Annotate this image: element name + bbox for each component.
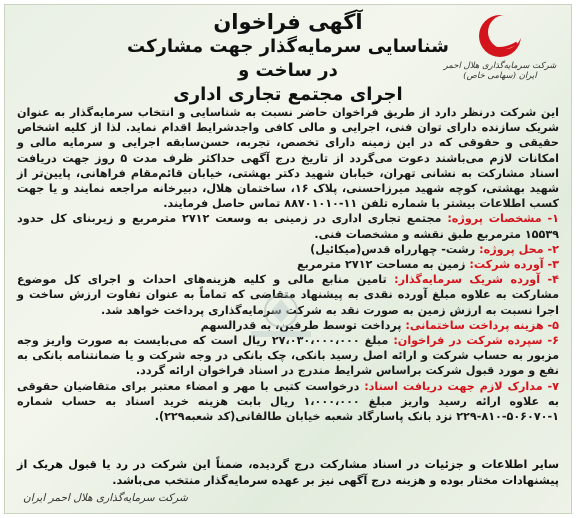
list-item [17,257,559,272]
item-label: ۷- مدارک لازم جهت دریافت اسناد: [364,379,559,393]
item-text: مجتمع تجاری اداری در زمینی به وسعت ۲۷۱۲ مترمربع و زیربنای کل حدود ۱۵۵۳۹ مترمربع طبق نقشه و مشخصات فنی. [17,212,559,241]
item-label: ۴- آورده شریک سرمایه‌گذار: [394,273,559,287]
red-crescent-icon [477,13,523,59]
closing-paragraph [17,457,559,489]
item-label: ۲- محل پروژه: [479,242,559,256]
item-text: درخواست کتبی با مهر و امضاء معتبر برای متقاضیان حقوقی به علاوه ارائه رسید واریز مبلغ ۱،۰۰۰،۰۰۰ ریال بابت هزینه خرید اسناد به حساب شماره ۱-۵۰۶۰۷۰-۸۱۰-۲۲۹ نزد بانک پاسارگاد شعبه خیابان طالقانی(کد شعبه۲۲۹). [17,379,559,424]
company-logo [441,11,559,97]
item-label: ۵- هزینه پرداخت ساختمانی: [405,318,559,332]
logo-text: شرکت سرمایه‌گذاری هلال احمر ایران (سهامی خاص) [443,61,557,81]
item-label: ۶- سپرده شرکت در فراخوان: [393,334,559,348]
list-item [17,211,559,241]
subtitle-line-1: شناسایی سرمایه‌گذار جهت مشارکت در ساخت و [127,36,449,81]
notice-body [17,105,559,424]
list-item [17,242,559,257]
subtitle-line-2: اجرای مجتمع تجاری اداری [173,84,403,105]
item-text: رشت- چهارراه قدس(میکائیل) [310,242,476,256]
notice-sheet [4,4,572,514]
item-text: زمین به مساحت ۲۷۱۲ مترمربع [296,258,466,272]
item-text: مبلغ ۲۷،۰۳۰،۰۰۰،۰۰۰ ریال است که می‌بایست به صورت واریز وجه مزبور به حساب شرکت و ارائه اصل رسید بانکی، چک بانکی در وجه شرکت و یا ضمانتنامه بانکی به نفع و مورد قبول شرکت براساس شرایط مندرج در اسناد فراخوان ارائه گردد. [17,334,559,378]
parsnamad-watermark-icon [241,287,321,347]
page-title: آگهی فراخوان [213,10,363,34]
title-block [125,9,451,107]
list-item [17,379,559,425]
signature: شرکت سرمایه‌گذاری هلال احمر ایران [23,492,188,504]
closing-text: سایر اطلاعات و جزئیات در اسناد مشارکت درج گردیده، ضمناً این شرکت در رد یا قبول هریک از پیشنهادات مختار بوده و هزینه درج آگهی نیز بر عهده سرمایه‌گذار منتخب می‌باشد. [17,458,559,487]
item-text: پرداخت توسط طرفین، به قدرالسهم [200,318,402,332]
item-label: ۱- مشخصات پروژه: [447,212,559,226]
item-text: تامین منابع مالی و کلیه هزینه‌های احداث و اجرای کل موضوع مشارکت به علاوه مبلغ آورده نقدی به پیشنهاد متقاضی که تماماً به عنوان تفاوت ارزش ساخت و اجرا نسبت به ارزش زمین به صورت نقد به شرکت سرمایه‌گذاری پرداخت خواهد شد. [17,273,559,317]
intro-paragraph: این شرکت درنظر دارد از طریق فراخوان حاضر نسبت به شناسایی و انتخاب سرمایه‌گذار به عنوان شریک سازنده دارای توان فنی، اجرایی و مالی کافی واجدشرایط اقدام نماید. لذا از کلیه اشخاص حقیقی و حقوقی که در این زمینه دارای تخصص، تجربه، حسن‌سابقه اجرایی و سرمایه مالی و امکانات لازم می‌باشند دعوت می‌گردد از تاریخ درج آگهی حداکثر ظرف مدت ۵ روز جهت دریافت اسناد مشارکت به نشانی تهران، خیابان شهید دکتر بهشتی، خیابان قائم‌مقام فراهانی، پایین‌تر از شهید بهشتی، کوچه شهید میرزاحسنی، پلاک ۱۶، ساختمان هلال، دبیرخانه مراجعه نمایند و یا جهت کسب اطلاعات بیشتر با شماره تلفن ۱۱-۸۸۷۰۱۰۱۰ تماس حاصل فرمایند. [17,106,559,211]
item-label: ۳- آورده شرکت: [469,258,559,272]
